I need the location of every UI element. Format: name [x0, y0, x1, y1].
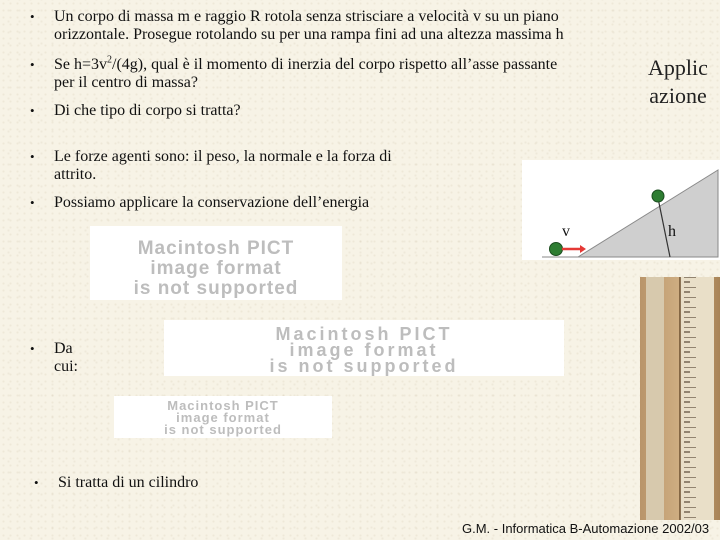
pict-placeholder-2: [164, 320, 564, 376]
pict-text: image format: [176, 410, 270, 425]
text-line: Da cui:: [54, 340, 78, 375]
bullet-dot: •: [30, 103, 35, 118]
text-fragment: Se h=3v: [54, 56, 108, 73]
bullet-dot: •: [34, 475, 39, 490]
pict-text: Macintosh PICT: [137, 238, 295, 259]
text-line: Si tratta di un cilindro: [58, 474, 199, 491]
text-line: Possiamo applicare la conservazione dell’energia: [54, 194, 370, 211]
text-fragment: /(4g), qual è il momento di inerzia del corpo rispetto all’asse passante: [112, 56, 558, 73]
pict-text: image format: [150, 258, 282, 279]
label-h: h: [668, 223, 676, 240]
pict-placeholder-1: [90, 226, 342, 300]
ramp-diagram: [522, 160, 720, 260]
pict-text: is not supported: [133, 278, 299, 299]
text-line: orizzontale. Prosegue rotolando su per una rampa fini ad una altezza massima h: [54, 26, 564, 43]
pict-text: is not supported: [269, 356, 459, 376]
label-v: v: [562, 223, 570, 240]
text-line: Le forze agenti sono: il peso, la normale e la forza di: [54, 148, 392, 165]
bullet-dot: •: [30, 195, 35, 210]
footer-credit: G.M. - Informatica B-Automazione 2002/03: [462, 521, 710, 536]
bullet-dot: •: [30, 149, 35, 164]
text-line: Di che tipo di corpo si tratta?: [54, 102, 241, 119]
title-line: azione: [649, 83, 707, 108]
superscript: 2: [107, 54, 113, 66]
ball-top: [652, 190, 664, 202]
text-line: attrito.: [54, 166, 97, 183]
bullet-dot: •: [30, 57, 35, 72]
pict-placeholder-3: [114, 396, 332, 438]
ball-bottom: [550, 243, 563, 256]
pict-text: image format: [289, 340, 439, 360]
bullet-dot: •: [30, 9, 35, 24]
pict-text: Macintosh PICT: [275, 324, 453, 344]
text-line: Un corpo di massa m e raggio R rotola senza strisciare a velocità v su un piano: [54, 8, 559, 25]
bullet-dot: •: [30, 341, 35, 356]
pict-text: Macintosh PICT: [167, 398, 279, 413]
title-line: Applic: [648, 55, 708, 80]
text-line: per il centro di massa?: [54, 74, 198, 91]
pict-text: is not supported: [164, 422, 282, 437]
ruler-image: [640, 277, 720, 520]
slide-title: [636, 54, 720, 110]
